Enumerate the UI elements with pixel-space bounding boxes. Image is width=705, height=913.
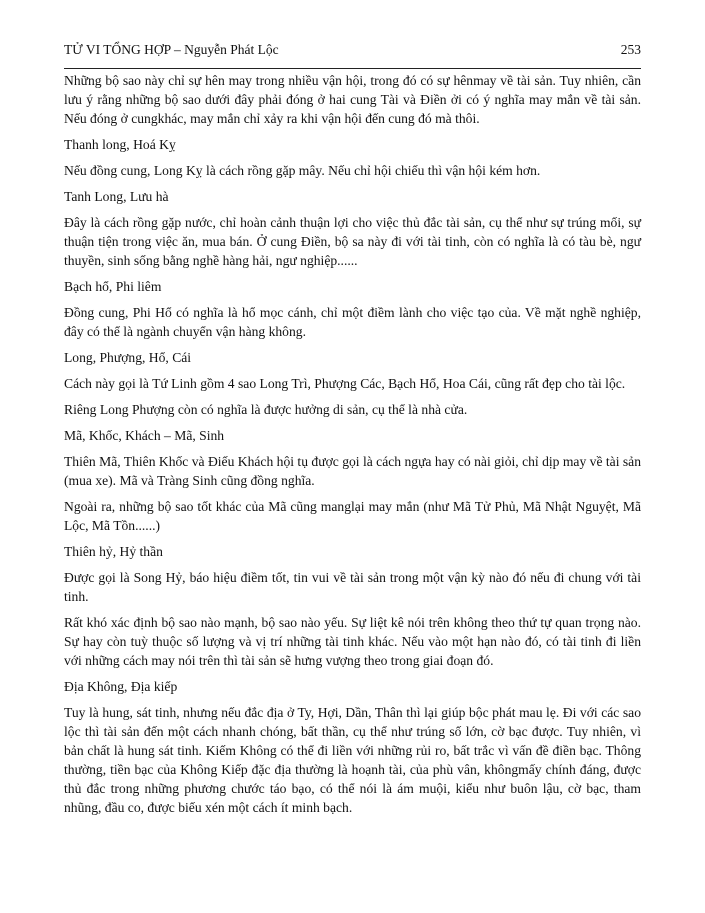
body-paragraph: Đây là cách rồng gặp nước, chỉ hoàn cảnh thuận lợi cho việc thủ đắc tài sản, cụ thể như sự trúng mối, sự thuận tiện trong việc ăn, mua bán. Ở cung Điền, bộ sa này đi với tài tinh, còn có nghĩa là có tàu bè, ngư thuyền, sinh sống bằng nghề hàng hải, ngư nghiệp...... xyxy=(64,215,641,268)
heading-dia-khong-dia-kiep: Địa Không, Địa kiếp xyxy=(64,679,178,694)
heading-thien-hy-hy-than: Thiên hỷ, Hỷ thần xyxy=(64,544,163,559)
heading-ma-khoc-khach: Mã, Khốc, Khách – Mã, Sinh xyxy=(64,428,225,443)
heading-thanh-long-hoa-ky: Thanh long, Hoá Kỵ xyxy=(64,137,176,152)
body-paragraph: Tuy là hung, sát tinh, nhưng nếu đắc địa ở Ty, Hợi, Dần, Thân thì lại giúp bộc phát mau lẹ. Đi với các sao lộc thì tài sản đến một cách nhanh chóng, bất thần, cụ thể như trúng số lớn, cờ bạc được. Tuy nhiên, vì bản chất là hung sát tinh. Kiếm Không có thể đi liền với những rủi ro, bất trắc vì vấn đề điền bạc. Thông thường, tiền bạc của Không Kiếp đặc địa thường là hoạnh tài, của phù vân, khôngmấy chính đáng, được thủ đắc trong những phương chước táo bạo, có thể nói là ám muội, kiểu như buôn lậu, cờ bạc, tham nhũng, đầu co, được biếu xén một cách ít minh bạch. xyxy=(64,705,641,815)
body-paragraph: Đồng cung, Phi Hổ có nghĩa là hổ mọc cánh, chỉ một điềm lành cho việc tạo của. Về mặt nghề nghiệp, đây có thể là ngành chuyển vận hàng không. xyxy=(64,305,641,339)
body-paragraph: Cách này gọi là Tứ Linh gồm 4 sao Long Trì, Phượng Các, Bạch Hổ, Hoa Cái, cũng rất đẹp cho tài lộc. xyxy=(64,376,626,391)
page-header xyxy=(64,42,641,69)
intro-paragraph: Những bộ sao này chỉ sự hên may trong nhiều vận hội, trong đó có sự hênmay về tài sản. Tuy nhiên, cần lưu ý rằng những bộ sao dưới đây phải đóng ở hai cung Tài và Điền ởi có ý nghĩa may mắn về tài sản. Nếu đóng ở cungkhác, may mắn chỉ xảy ra khi vận hội đến cung đó mà thôi. xyxy=(64,73,641,126)
body-paragraph: Rất khó xác định bộ sao nào mạnh, bộ sao nào yếu. Sự liệt kê nói trên không theo thứ tự quan trọng nào. Sự hay còn tuỳ thuộc số lượng và vị trí những tài tinh khác. Nếu vào một hạn nào đó, có tài tinh đi liền với những cách may nói trên thì tài sản sẽ hưng vượng theo trong giai đoạn đó. xyxy=(64,615,641,668)
body-paragraph: Được gọi là Song Hỷ, báo hiệu điềm tốt, tin vui về tài sản trong một vận kỳ nào đó nếu đi chung với tài tinh. xyxy=(64,570,641,604)
header-title: TỬ VI TỔNG HỢP – Nguyễn Phát Lộc xyxy=(64,42,279,57)
heading-long-phuong-ho-cai: Long, Phượng, Hổ, Cái xyxy=(64,350,192,365)
page-body xyxy=(64,71,641,817)
document-page xyxy=(64,42,641,824)
body-paragraph: Ngoài ra, những bộ sao tốt khác của Mã cũng manglại may mắn (như Mã Tử Phủ, Mã Nhật Nguyệt, Mã Lộc, Mã Tồn......) xyxy=(64,499,641,533)
body-paragraph: Nếu đồng cung, Long Kỵ là cách rồng gặp mây. Nếu chỉ hội chiếu thì vận hội kém hơn. xyxy=(64,163,541,178)
body-paragraph: Thiên Mã, Thiên Khốc và Điếu Khách hội tụ được gọi là cách ngựa hay có nài giỏi, chỉ dịp may về tài sản (mua xe). Mã và Tràng Sinh cũng đồng nghĩa. xyxy=(64,454,641,488)
body-paragraph: Riêng Long Phượng còn có nghĩa là được hưởng di sản, cụ thể là nhà cửa. xyxy=(64,402,468,417)
page-number: 253 xyxy=(620,42,641,57)
heading-bach-ho-phi-liem: Bạch hổ, Phi liêm xyxy=(64,279,162,294)
heading-tanh-long-luu-ha: Tanh Long, Lưu hà xyxy=(64,189,169,204)
